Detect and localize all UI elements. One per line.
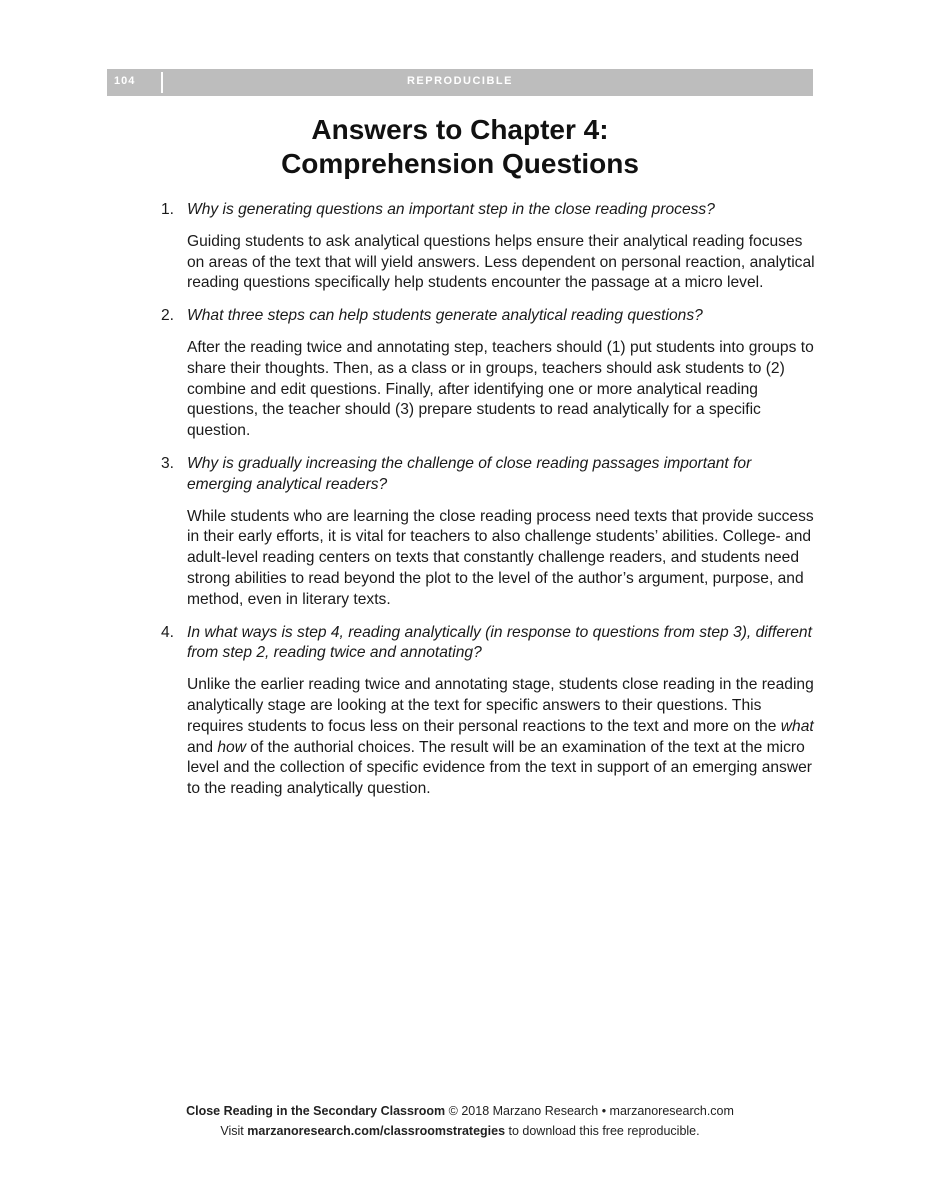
reproducible-label: REPRODUCIBLE bbox=[406, 75, 513, 87]
footer bbox=[107, 1101, 813, 1141]
footer-visit: Visit bbox=[220, 1124, 248, 1138]
answer-text: While students who are learning the close reading process need texts that provide success in their early efforts, it is vital for teachers to also challenge students’ abilities. College- and adult-level reading centers on texts that constantly challenge readers, and students need strong abilities to read beyond the plot to the level of the author’s argument, purpose, and method, even in literary texts. bbox=[187, 507, 814, 608]
question-item-4 bbox=[158, 623, 818, 800]
answer-text: After the reading twice and annotating step, teachers should (1) put students into groups to share their thoughts. Then, as a class or in groups, teachers should ask students to (2) combine and edit questions. Finally, after identifying one or more analytical reading questions, the teacher should (3) prepare students to read analytically for a specific question. bbox=[187, 338, 814, 440]
question-number: 1. bbox=[161, 201, 175, 218]
footer-book-title: Close Reading in the Secondary Classroom bbox=[186, 1104, 446, 1118]
answer-text: Guiding students to ask analytical questions helps ensure their analytical reading focuses on areas of the text that will yield answers. Less dependent on personal reaction, analytical reading questions specifically help students encounter the passage at a micro level. bbox=[187, 232, 815, 292]
question-list bbox=[158, 200, 818, 812]
footer-url-link[interactable]: marzanoresearch.com/classroomstrategies bbox=[247, 1124, 506, 1138]
footer-line-2 bbox=[107, 1121, 813, 1141]
page-title bbox=[107, 113, 813, 181]
answer-segment: and bbox=[187, 738, 218, 756]
question-item-2 bbox=[158, 306, 818, 442]
question-number: 2. bbox=[161, 307, 175, 325]
title-line-2: Comprehension Questions bbox=[281, 148, 639, 179]
answer-emphasis-what: what bbox=[780, 717, 814, 735]
question-text: In what ways is step 4, reading analytically (in response to questions from step 3), different from step 2, reading twice and annotating? bbox=[187, 623, 812, 662]
footer-line-1 bbox=[107, 1101, 813, 1121]
footer-suffix: to download this free reproducible. bbox=[505, 1124, 700, 1138]
title-line-1: Answers to Chapter 4: bbox=[311, 114, 609, 145]
answer-segment: Unlike the earlier reading twice and annotating stage, students close reading in the reading analytically stage are looking at the text for specific answers to their questions. This requires students to focus less on their personal reactions to the text and more on the bbox=[187, 676, 814, 735]
question-number: 4. bbox=[161, 623, 175, 641]
page-number: 104 bbox=[114, 75, 136, 87]
header-bar bbox=[107, 69, 813, 96]
question-item-3 bbox=[158, 454, 818, 611]
answer-text bbox=[187, 675, 818, 800]
question-text: What three steps can help students generate analytical reading questions? bbox=[187, 307, 703, 325]
question-text: Why is gradually increasing the challenge of close reading passages important for emerging analytical readers? bbox=[187, 454, 752, 493]
answer-segment: of the authorial choices. The result will be an examination of the text at the micro level and the collection of specific evidence from the text in support of an emerging answer to the reading analytically question. bbox=[187, 738, 812, 798]
question-number: 3. bbox=[161, 454, 175, 472]
answer-emphasis-how: how bbox=[217, 738, 246, 756]
question-text: Why is generating questions an important step in the close reading process? bbox=[187, 201, 715, 218]
question-item-1 bbox=[158, 200, 818, 294]
footer-copyright: © 2018 Marzano Research • marzanoresearch.com bbox=[445, 1104, 734, 1118]
